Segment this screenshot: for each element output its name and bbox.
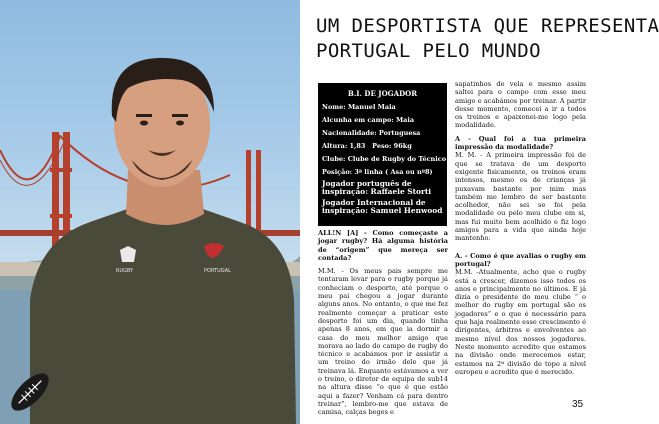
player-nickname: Alcunha em campo: Maia <box>322 116 415 124</box>
answer-origin-continued: sapatinhos de vela e mesmo assim saltei para o campo com esse meu amigo e acabámos por treinar. A partir desse momento, comecei a ir a todos os treinos e apaixonei-me logo pela modalidade. <box>455 80 586 130</box>
player-name: Nome: Manuel Maia <box>322 103 396 111</box>
headline-line-2: PORTUGAL PELO MUNDO <box>316 40 541 62</box>
photo-illustration <box>0 0 300 424</box>
svg-text:RUGBY: RUGBY <box>116 268 134 274</box>
page-number: 35 <box>572 399 584 410</box>
player-id-card <box>318 83 447 226</box>
article-column-right <box>455 80 586 381</box>
article-headline <box>316 14 659 64</box>
answer-origin: M.M. - Os meus pais sempre me tentaram levar para o rugby porque já conheciam o desporto, até porque o meu pai chegou a jogar durante alguns anos. No entanto, o que me fez realmente começar a praticar este desporto foi um dia, quando tinha apenas 8 anos, em que ia dormir a casa do meu melhor amigo que morava ao lado do campo de rugby do técnico e acabámos por ir assistir a um treino do irmão dele que já treinava lá. Enquanto estávamos a ver o treino, o diretor de equipa de sub14 na altura disse “o que é que estão aqui a fazer? Venham cá para dentro treinar”, lembro-me que estava de camisa, calças beges e <box>318 267 448 417</box>
player-nationality: Nacionalidade: Portuguesa <box>322 129 421 137</box>
player-club: Clube: Clube de Rugby do Técnico <box>322 155 447 163</box>
question-first-impression: A - Qual foi a tua primeira impressão da modalidade? <box>455 134 586 152</box>
player-height-weight: Altura: 1,83 Peso: 96kg <box>322 142 412 150</box>
player-photo <box>0 0 300 424</box>
question-origin: ALL!N [A] - Como começaste a jogar rugby? Há alguma história de “origem” que mereça ser contada? <box>318 229 448 262</box>
player-inspiration-international: Jogador Internacional de inspiração: Samuel Henwood <box>322 198 443 215</box>
player-position: Posição: 3ª linha ( Asa ou nº8) <box>322 168 433 176</box>
answer-first-impression: M. M. - A primeira impressão foi de que se tratava de um desporto exigente fisicamente, os treinos eram intensos, mesmo os de crianças já puxavam bastante por mim mas também me lembro de ser bastante acolhedor, não sei se foi pela modalidade ou pelo meu clube em si, mas fui muito bem acolhido e fiz logo amigos para a vida que ainda hoje mantenho. <box>455 151 586 243</box>
article-column-left <box>318 229 448 422</box>
svg-text:PORTUGAL: PORTUGAL <box>204 268 231 274</box>
shirt <box>30 208 296 424</box>
player-inspiration-portuguese: Jogador português de inspiração: Raffaele Storti <box>322 179 432 196</box>
player-id-title: B.I. DE JOGADOR <box>347 89 418 98</box>
answer-rugby-portugal: M.M. -Atualmente, acho que o rugby está a crescer, dizemos isso todos os anos e principalmente no últimos. E já dizia o presidente do meu clube “ o melhor do rugby em portugal são os jogadores” e o que é necessário para que haja realmente esse crescimento é dirigentes, árbitros e envolventes ao mesmo nível dos nossos jogadores. Neste momento acredito que estamos na divisão onde merecemos estar, estamos na 2ª divisão de topo a nível europeu e acredito que é merecido. <box>455 268 586 376</box>
headline-line-1: UM DESPORTISTA QUE REPRESENTA <box>316 15 659 37</box>
question-rugby-portugal: A. - Como é que avalias o rugby em portugal? <box>455 251 586 268</box>
